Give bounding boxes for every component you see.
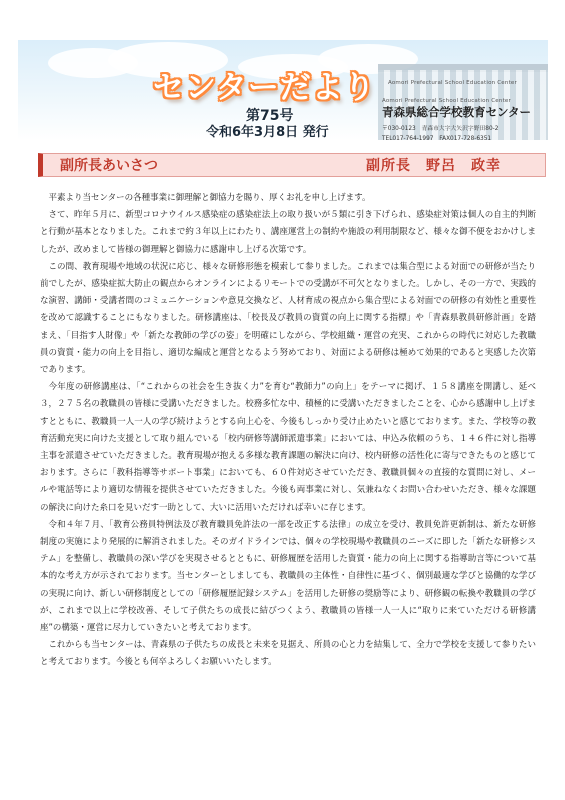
publication-date: 令和6年3月8日 発行 (206, 125, 329, 140)
newsletter-title: センターだより (153, 70, 376, 106)
org-name: 青森県総合学校教育センター (382, 105, 532, 119)
org-address: 〒030-0123 青森市大字大矢沢字野田80-2 (382, 126, 499, 132)
org-name-english: Aomori Prefectural School Education Center (388, 80, 517, 86)
org-contact: TEL017-764-1997 FAX017-728-6351 (382, 136, 492, 142)
paragraph: 平素より当センターの各種事業に御理解と御協力を賜り、厚くお礼を申し上げます。 (48, 193, 371, 203)
issue-number: 第75号 (246, 108, 294, 124)
paragraph: 令和４年７月、「教育公務員特例法及び教育職員免許法の一部を改正する法律」の成立を受け、教員免許更新制は、新たな研修制度の実施により発展的に解消されました。そのガイドラインでは、個々の学校現場や教職員のニーズに即した「新たな研修システム」を整備し、教職員の深い学びを実現させるとともに、研修履歴を活用した資質・能力の向上に関する指導助言等について基本的な考え方が示されております。当センターとしましても、教職員の主体性・自律性に基づく、個別最適な学びと協働的な学びの実現に向け、新しい研修制度としての「研修履歴記録システム」を活用した研修の奨励等により、研修観の転換や教職員の学びが、これまで以上に学校改善、そして子供たちの成長に結びつくよう、教職員の皆様一人一人に“取りに来ていただける研修講座”の構築・運営に尽力していきたいと考えております。 (40, 519, 536, 634)
paragraph: さて、昨年５月に、新型コロナウイルス感染症の感染症法上の取り扱いが５類に引き下げられ、感染症対策は個人の自主的判断と行動が基本となりました。これまで約３年以上にわたり、講座運営上の制約や施設の利用制限など、様々な御不便をおかけしましたが、改めまして皆様の御理解と御協力に感謝申し上げる次第です。 (40, 210, 536, 255)
paragraph: これからも当センターは、青森県の子供たちの成長と未来を見据え、所員の心と力を結集して、全力で学校を支援して参りたいと考えております。今後とも何卒よろしくお願いいたします。 (40, 640, 536, 668)
paragraph: この間、教育現場や地域の状況に応じ、様々な研修形態を模索して参りました。これまでは集合型による対面での研修が当たり前でしたが、感染症拡大防止の観点からオンラインによるリモートでの受講が不可欠となりました。しかし、その一方で、実践的な演習、講師・受講者間のコミュニケーションや意見交換など、人材育成の視点から集合型による対面での研修の有効性と重要性を改めて認識することにもなりました。研修講座は、「校長及び教員の資質の向上に関する指標」や「青森県教員研修計画」を踏まえ、「目指す人財像」や「新たな教師の学びの姿」を明確にしながら、学校組織・運営の充実、これからの時代に対応した教職員の資質・能力の向上を目指し、適切な編成と運営となるよう努めており、対面による研修は極めて効果的であると実感した次第であります。 (40, 261, 536, 376)
section-title: 副所長あいさつ (60, 158, 158, 174)
paragraph: 今年度の研修講座は、「“これからの社会を生き抜く力”を育む“教師力”の向上」をテーマに掲げ、１５８講座を開講し、延べ３，２７５名の教職員の皆様に受講いただきました。校務多忙な中、積極的に受講いただきましたことを、心から感謝申し上げますとともに、教職員一人一人の学び続けようとする向上心を、今後もしっかり受け止めたいと感じております。また、学校等の教育活動充実に向けた支援として取り組んでいる「校内研修等講師派遣事業」においては、申込み依頼のうち、１４６件に対し指導主事を派遣させていただきました。教育現場が抱える多様な教育課題の解決に向け、校内研修の活性化に寄与できたものと感じております。さらに「教科指導等サポート事業」においても、６０件対応させていただき、教職員個々の直接的な質問に対し、メールや電話等により適切な情報を提供させていただきました。今後も両事業に対し、気兼ねなくお問い合わせいただき、様々な課題の解決に向けた糸口を見いだす一助として、大いに活用いただければ幸いに存じます。 (40, 382, 536, 513)
article-body (40, 190, 536, 672)
org-name-english-secondary: Aomori Prefectural School Education Center (382, 98, 511, 104)
section-author: 副所長 野呂 政幸 (366, 158, 501, 174)
